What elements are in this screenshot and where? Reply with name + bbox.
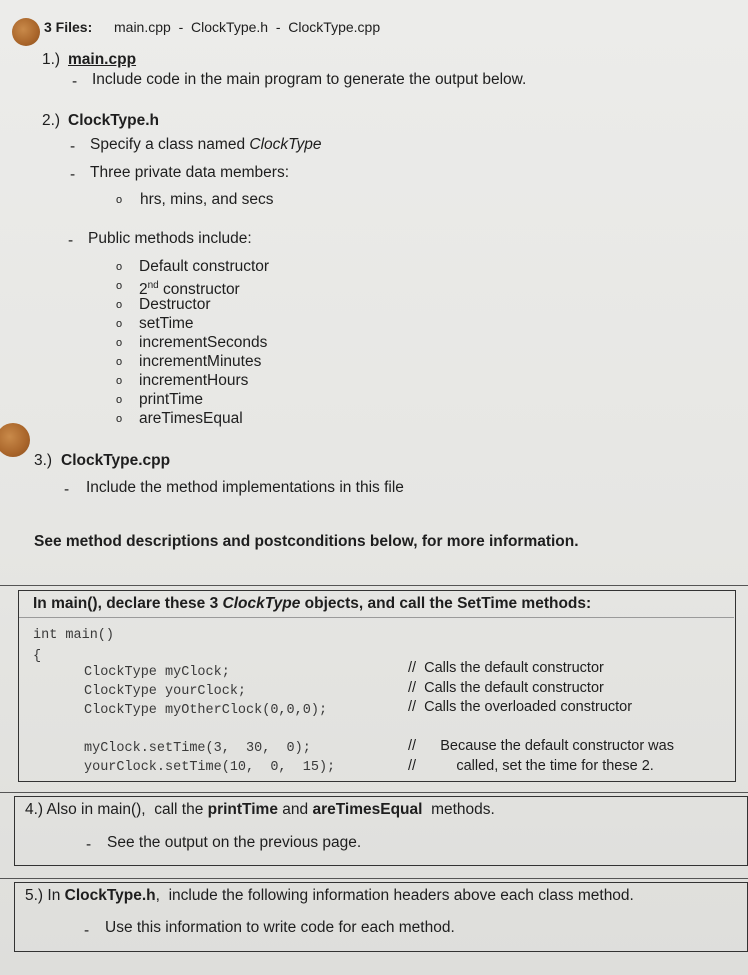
method-2-number: 2 xyxy=(139,281,148,299)
divider xyxy=(0,585,748,586)
circle-bullet: o xyxy=(116,394,123,406)
members-label: Three private data members: xyxy=(90,164,290,181)
binder-hole xyxy=(12,18,40,46)
class-spec-prefix: Specify a class named xyxy=(90,136,250,153)
methods-label: Public methods include: xyxy=(88,230,252,247)
main-heading-a: In main(), declare these 3 xyxy=(33,595,223,612)
circle-bullet: o xyxy=(116,318,123,330)
main-heading-c: objects, and call the SetTime methods: xyxy=(300,595,592,612)
method-item: printTime xyxy=(139,391,204,408)
s4-pre: 4.) Also in main(), call the xyxy=(25,801,208,818)
code-comment: // Because the default constructor was xyxy=(408,738,674,754)
code-line: int main() xyxy=(33,628,115,643)
circle-bullet: o xyxy=(116,280,123,292)
divider xyxy=(0,792,748,793)
dash-bullet: - xyxy=(70,138,76,155)
code-comment: // called, set the time for these 2. xyxy=(408,758,654,774)
code-line: ClockType myClock; xyxy=(84,665,230,680)
divider xyxy=(0,878,748,879)
files-list: main.cpp - ClockType.h - ClockType.cpp xyxy=(114,19,381,35)
dash-bullet: - xyxy=(64,481,70,498)
section-2-title: ClockType.h xyxy=(68,112,160,129)
code-line: myClock.setTime(3, 30, 0); xyxy=(84,741,311,756)
section-3-number: 3.) xyxy=(34,452,53,469)
method-item: incrementSeconds xyxy=(139,334,268,351)
code-line: { xyxy=(33,649,42,664)
section-4-bullet: See the output on the previous page. xyxy=(107,834,362,851)
section-4-text xyxy=(25,801,495,819)
main-heading-class: ClockType xyxy=(222,595,301,612)
code-comment: // Calls the overloaded constructor xyxy=(408,699,633,715)
code-comment: // Calls the default constructor xyxy=(408,660,604,676)
method-2-suffix: nd xyxy=(147,280,159,291)
s5-pre: 5.) In xyxy=(25,887,65,904)
code-line: ClockType yourClock; xyxy=(84,684,247,699)
dash-bullet: - xyxy=(72,73,78,90)
circle-bullet: o xyxy=(116,261,123,273)
circle-bullet: o xyxy=(116,413,123,425)
see-more-note: See method descriptions and postconditions below, for more information. xyxy=(34,533,579,550)
files-label: 3 Files: xyxy=(44,19,93,35)
method-item: Default constructor xyxy=(139,258,270,275)
class-name: ClockType xyxy=(249,136,322,153)
s5-post: , include the following information headers above each class method. xyxy=(155,887,634,904)
circle-bullet: o xyxy=(116,356,123,368)
method-item: setTime xyxy=(139,315,194,332)
dash-bullet: - xyxy=(86,836,92,853)
section-3-bullet: Include the method implementations in this file xyxy=(86,479,404,496)
circle-bullet: o xyxy=(116,337,123,349)
members-list: hrs, mins, and secs xyxy=(140,191,274,208)
section-1-bullet: Include code in the main program to generate the output below. xyxy=(92,71,527,88)
method-2-rest: constructor xyxy=(158,281,240,299)
section-1-number: 1.) xyxy=(42,51,61,68)
section-5-text xyxy=(25,887,634,905)
main-box-heading xyxy=(33,595,591,613)
s4-method-equal: areTimesEqual xyxy=(312,801,423,818)
code-line: ClockType myOtherClock(0,0,0); xyxy=(84,703,328,718)
dash-bullet: - xyxy=(70,166,76,183)
section-5-bullet: Use this information to write code for each method. xyxy=(105,919,455,936)
code-comment: // Calls the default constructor xyxy=(408,680,604,696)
method-item: areTimesEqual xyxy=(139,410,243,427)
circle-bullet: o xyxy=(116,299,123,311)
method-item: incrementMinutes xyxy=(139,353,262,370)
s4-method-print: printTime xyxy=(207,801,278,818)
s4-post: methods. xyxy=(422,801,495,818)
circle-bullet: o xyxy=(116,375,123,387)
section-3-title: ClockType.cpp xyxy=(61,452,171,469)
binder-hole xyxy=(0,423,30,457)
class-spec-text xyxy=(90,136,321,154)
s5-file: ClockType.h xyxy=(64,887,156,904)
divider xyxy=(19,617,734,618)
dash-bullet: - xyxy=(84,922,90,939)
method-item: Destructor xyxy=(139,296,211,313)
circle-bullet: o xyxy=(116,194,123,206)
code-line: yourClock.setTime(10, 0, 15); xyxy=(84,760,336,775)
section-2-number: 2.) xyxy=(42,112,61,129)
s4-mid: and xyxy=(277,801,313,818)
method-item: incrementHours xyxy=(139,372,249,389)
section-1-title: main.cpp xyxy=(68,51,137,68)
dash-bullet: - xyxy=(68,232,74,249)
